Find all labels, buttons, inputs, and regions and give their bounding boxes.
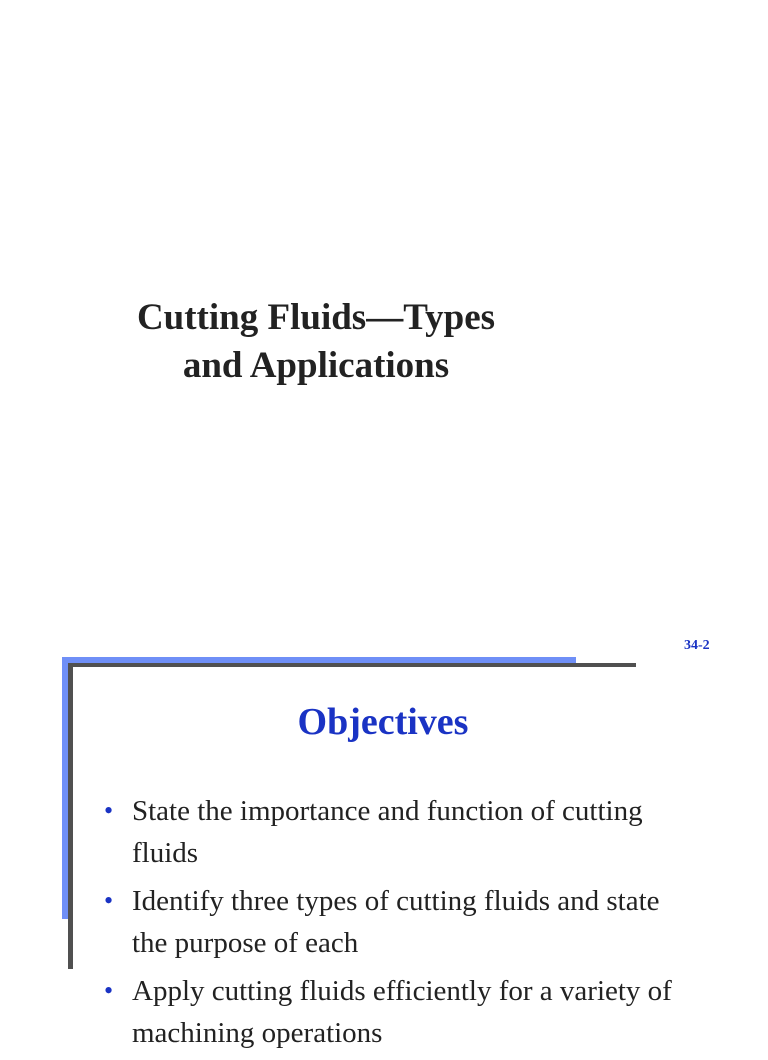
objectives-heading: Objectives [297, 701, 469, 743]
list-item [100, 970, 700, 1054]
list-item [100, 880, 700, 964]
frame-left-dark-bar [68, 663, 73, 969]
bullet-icon: • [104, 976, 114, 1005]
slide-title-line-1: Cutting Fluids—Types [136, 297, 496, 338]
bullet-text: Apply cutting fluids efficiently for a variety of machining operations [132, 975, 672, 1049]
frame-top-dark-bar [63, 663, 636, 667]
objectives-list [100, 790, 700, 1060]
bullet-icon: • [104, 886, 114, 915]
bullet-text: Identify three types of cutting fluids and state the purpose of each [132, 885, 660, 959]
bullet-text: State the importance and function of cutting fluids [132, 795, 643, 869]
slide-number: 34-2 [684, 638, 710, 653]
bullet-icon: • [104, 796, 114, 825]
list-item [100, 790, 700, 874]
slide-title-line-2: and Applications [182, 345, 450, 386]
slide-title [96, 294, 536, 390]
